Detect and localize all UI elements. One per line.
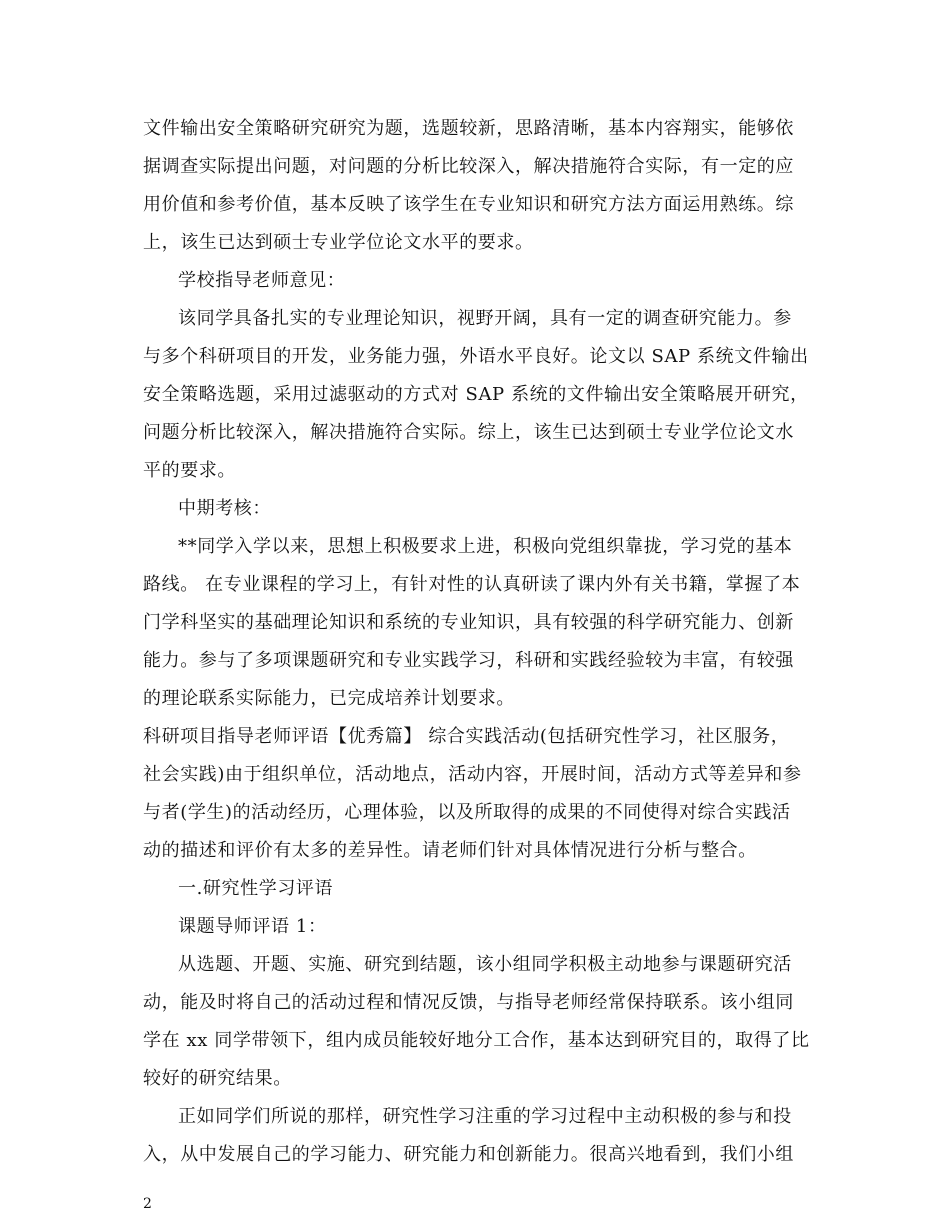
section-heading: 一.研究性学习评语 bbox=[178, 878, 334, 899]
section-heading: 中期考核： bbox=[178, 498, 271, 519]
text-line: 门学科坚实的基础理论知识和系统的专业知识，具有较强的科学研究能力、创新 bbox=[143, 612, 794, 633]
text-line: 的理论联系实际能力，已完成培养计划要求。 bbox=[143, 688, 515, 709]
page-number: 2 bbox=[143, 1196, 152, 1212]
text-line: 问题分析比较深入，解决措施符合实际。综上，该生已达到硕士专业学位论文水 bbox=[143, 422, 794, 443]
text-line: 正如同学们所说的那样，研究性学习注重的学习过程中主动积极的参与和投 bbox=[178, 1106, 792, 1127]
text-line: 社会实践)由于组织单位，活动地点，活动内容，开展时间，活动方式等差异和参 bbox=[143, 764, 802, 785]
text-line: 该同学具备扎实的专业理论知识，视野开阔，具有一定的调查研究能力。参 bbox=[178, 308, 792, 329]
text-line: 较好的研究结果。 bbox=[143, 1068, 292, 1089]
text-line: 路线。 在专业课程的学习上，有针对性的认真研读了课内外有关书籍，掌握了本 bbox=[143, 574, 801, 595]
text-line: 文件输出安全策略研究研究为题，选题较新，思路清晰，基本内容翔实，能够依 bbox=[143, 118, 794, 139]
text-line: 入，从中发展自己的学习能力、研究能力和创新能力。很高兴地看到，我们小组 bbox=[143, 1144, 794, 1165]
text-line: 平的要求。 bbox=[143, 460, 236, 481]
text-line: 与者(学生)的活动经历，心理体验，以及所取得的成果的不同使得对综合实践活 bbox=[143, 802, 791, 823]
text-line: **同学入学以来，思想上积极要求上进，积极向党组织靠拢，学习党的基本 bbox=[178, 536, 793, 557]
text-line: 上，该生已达到硕士专业学位论文水平的要求。 bbox=[143, 232, 534, 253]
text-line: 据调查实际提出问题，对问题的分析比较深入，解决措施符合实际，有一定的应 bbox=[143, 156, 794, 177]
text-line: 动的描述和评价有太多的差异性。请老师们针对具体情况进行分析与整合。 bbox=[143, 840, 757, 861]
text-line: 从选题、开题、实施、研究到结题，该小组同学积极主动地参与课题研究活 bbox=[178, 954, 792, 975]
section-heading: 课题导师评语 1： bbox=[178, 916, 327, 937]
text-line: 动，能及时将自己的活动过程和情况反馈，与指导老师经常保持联系。该小组同 bbox=[143, 992, 794, 1013]
text-line: 安全策略选题，采用过滤驱动的方式对 SAP 系统的文件输出安全策略展开研究， bbox=[143, 384, 809, 405]
text-line: 用价值和参考价值，基本反映了该学生在专业知识和研究方法方面运用熟练。综 bbox=[143, 194, 794, 215]
text-line: 与多个科研项目的开发，业务能力强，外语水平良好。论文以 SAP 系统文件输出 bbox=[143, 346, 809, 367]
section-heading: 学校指导老师意见： bbox=[178, 270, 346, 291]
text-line: 能力。参与了多项课题研究和专业实践学习，科研和实践经验较为丰富，有较强 bbox=[143, 650, 794, 671]
text-line: 科研项目指导老师评语【优秀篇】 综合实践活动(包括研究性学习，社区服务， bbox=[143, 726, 790, 747]
text-line: 学在 xx 同学带领下，组内成员能较好地分工合作，基本达到研究目的，取得了比 bbox=[143, 1030, 810, 1051]
